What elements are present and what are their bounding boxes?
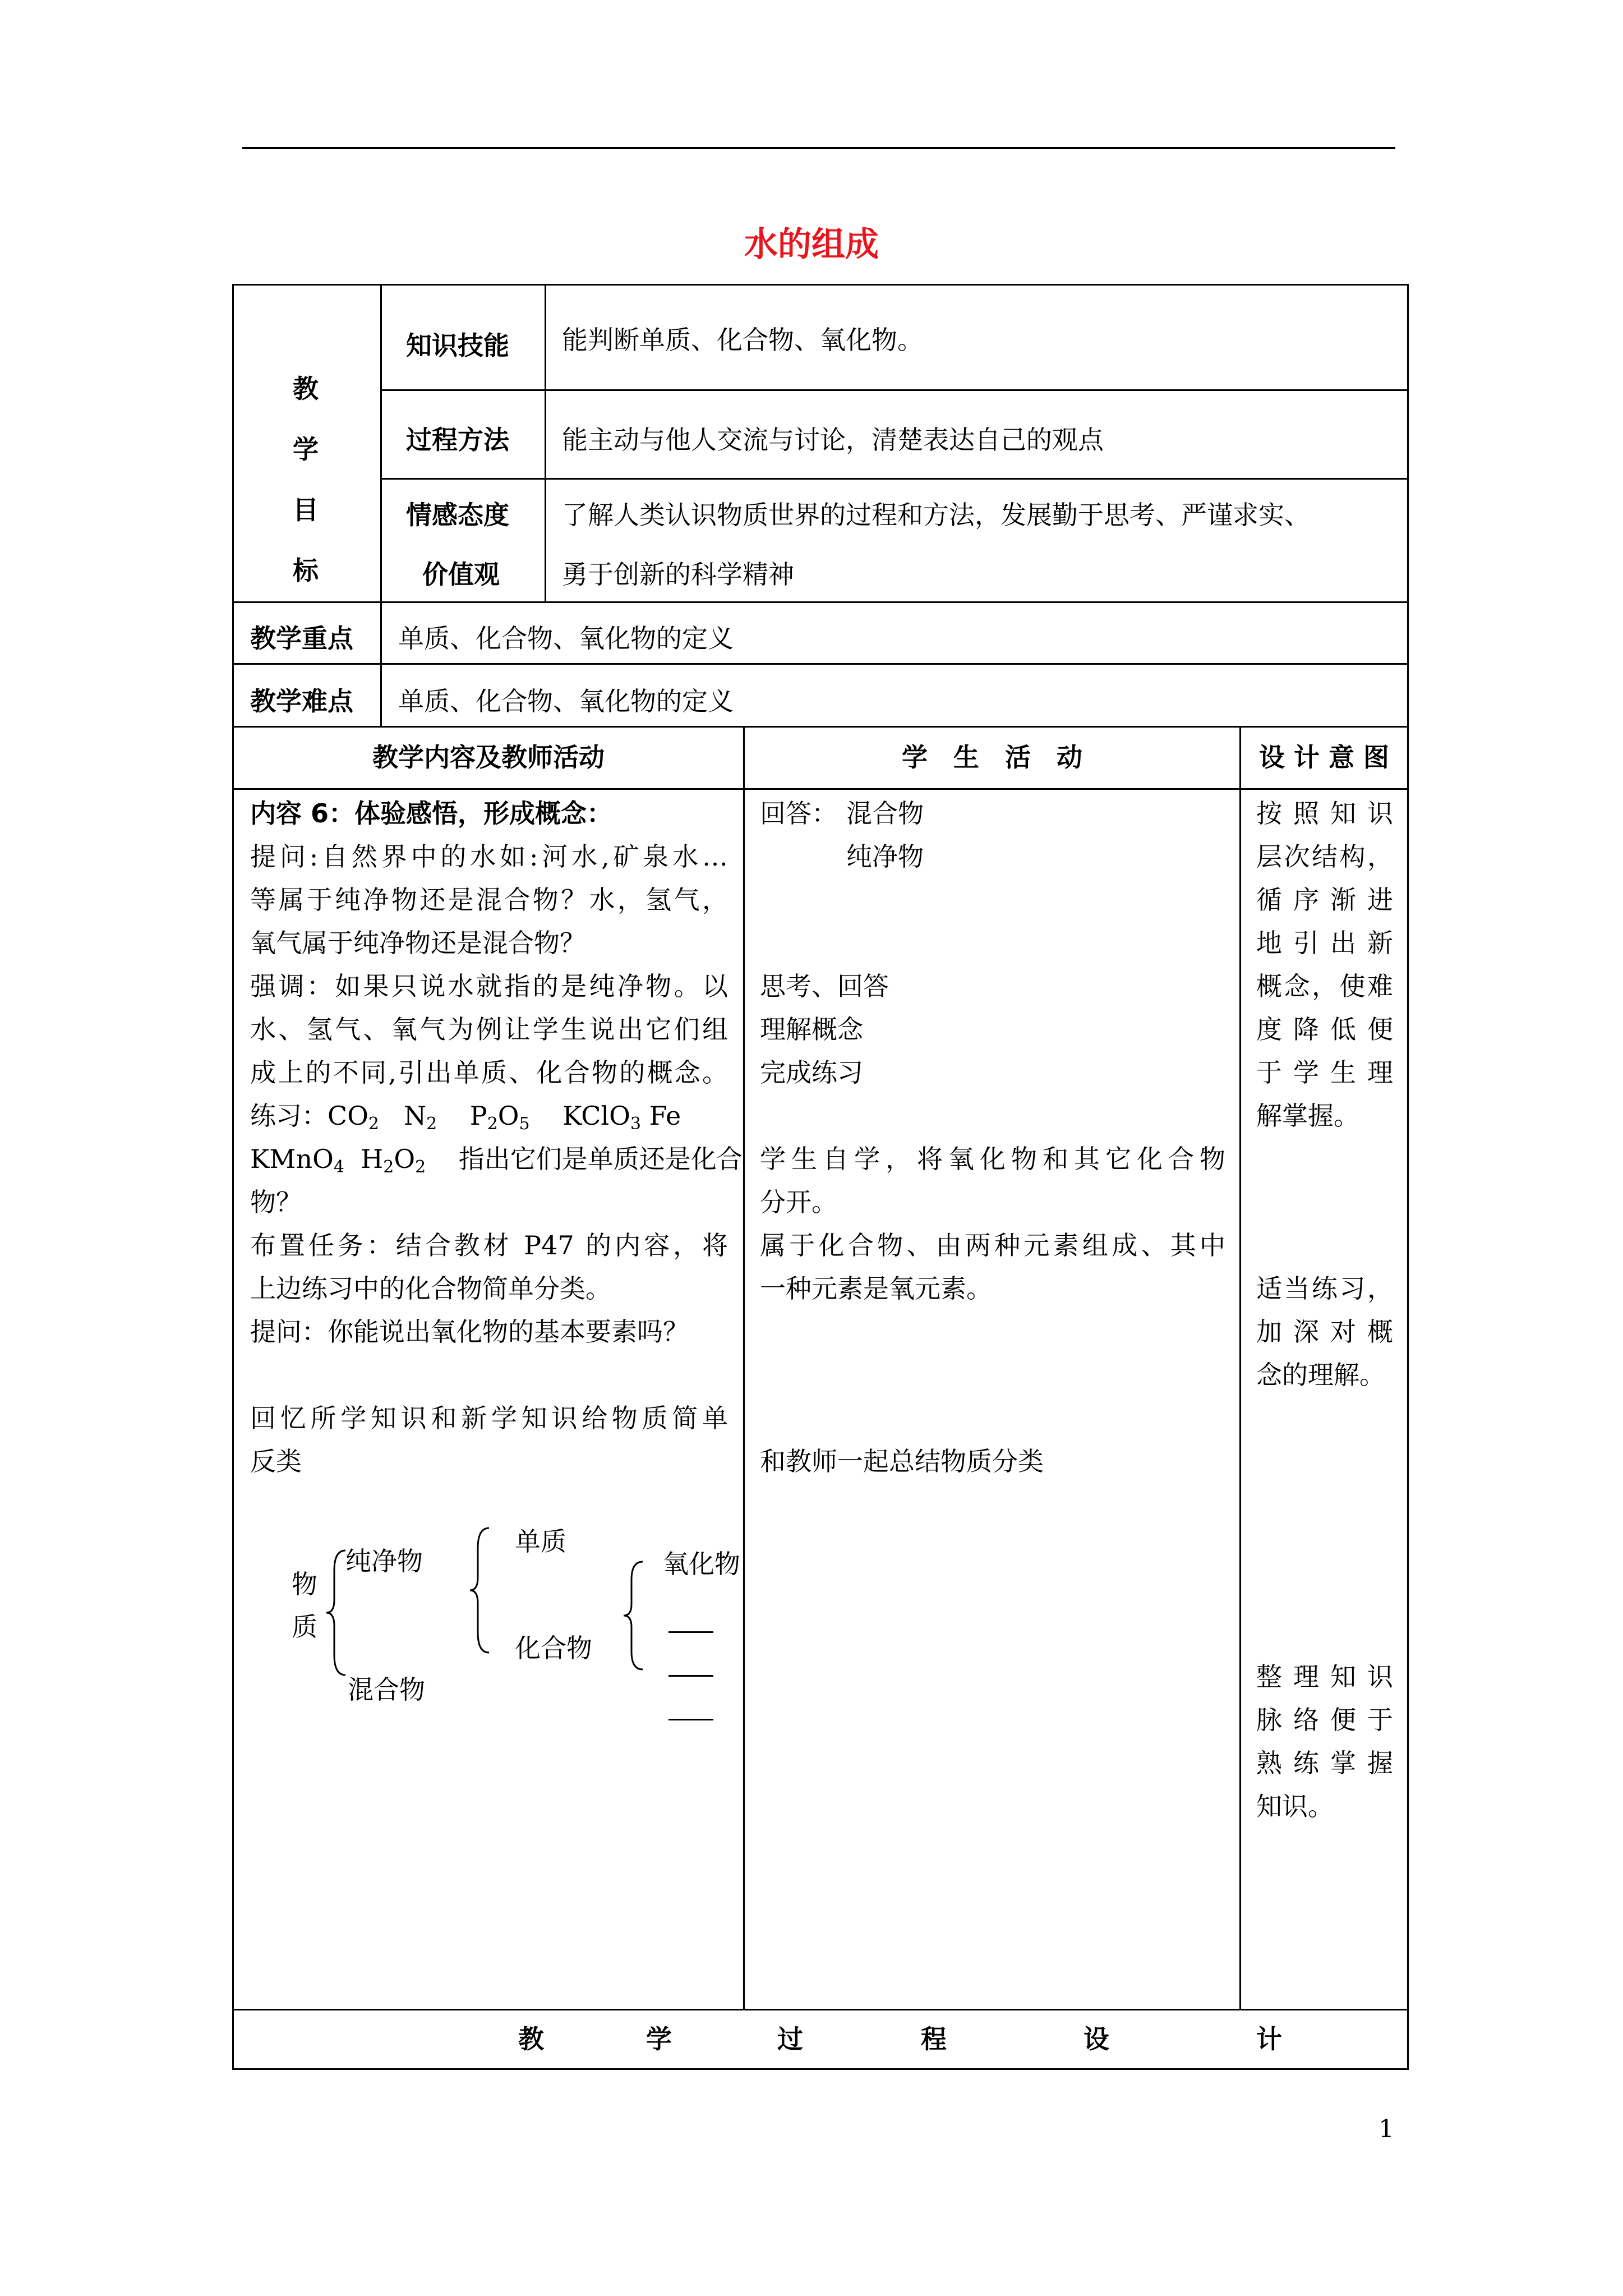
objective-content-emotion-line2: 勇于创新的科学精神 [562,559,794,590]
task-paragraph: 布置任务：结合教材 P47 的内容，将 上边练习中的化合物简单分类。 [250,1230,728,1304]
diagram-blank-2 [668,1675,713,1677]
objective-content-knowledge: 能判断单质、化合物、氧化物。 [562,325,923,355]
diagram-element: 单质 [515,1526,566,1557]
student-summary: 和教师一起总结物质分类 [760,1446,1044,1476]
column-header-teacher: 教学内容及教师活动 [372,742,605,772]
design-intent-1: 按照知识 层次结构， 循序渐进 地引出新 概念，使难 度降低便 于学生理 解掌握。 [1256,798,1393,1131]
difficulty-label: 教学难点 [250,686,353,716]
footer-char: 计 [1256,2024,1282,2054]
objective-label-process: 过程方法 [406,425,509,455]
design-intent-2: 适当练习， 加深对概 念的理解。 [1256,1273,1393,1390]
design-intent-3: 整理知识 脉络便于 熟练掌握 知识。 [1256,1662,1393,1821]
key-point-value: 单质、化合物、氧化物的定义 [398,623,734,654]
content-heading: 内容 6：体验感悟，形成概念： [250,798,613,829]
column-header-design: 设 计 意 图 [1258,742,1390,772]
oxide-question: 提问：你能说出氧化物的基本要素吗？ [250,1317,689,1347]
footer-char: 过 [777,2024,803,2054]
page-title: 水的组成 [744,225,879,264]
diagram-blank-3 [668,1719,713,1720]
footer-char: 设 [1083,2024,1109,2054]
diagram-pure: 纯净物 [345,1546,423,1576]
brace-compound [623,1559,645,1672]
exercise-line-1: 练习：$CO_2$ $N_2$ $P_2O_5$ KClO$_3$ Fe [250,1101,681,1134]
diagram-root-2: 质 [292,1612,317,1642]
student-oxide-answer: 属于化合物、由两种元素组成、其中 一种元素是氧元素。 [760,1230,1225,1304]
header-rule [242,147,1395,149]
difficulty-value: 单质、化合物、氧化物的定义 [398,686,734,716]
page-number: 1 [1378,2115,1394,2143]
footer-char: 教 [518,2024,544,2054]
footer-char: 学 [646,2024,672,2054]
objective-content-process: 能主动与他人交流与讨论，清楚表达自己的观点 [562,425,1104,455]
student-understand: 理解概念 [760,1014,863,1045]
objective-label-values: 价值观 [422,559,500,590]
exercise-line-2: KMnO$_4$ $H_2O_2$ 指出它们是单质还是化合 [250,1144,743,1177]
objective-label-knowledge: 知识技能 [406,330,509,361]
objective-label-emotion: 情感态度 [406,500,509,530]
student-answer-label: 回答： [760,798,837,829]
diagram-root-1: 物 [292,1569,317,1599]
key-point-label: 教学重点 [250,623,353,654]
emphasis-paragraph: 强调：如果只说水就指的是纯净物。以 水、氢气、氧气为例让学生说出它们组 成上的不同,引出单质、化合物的概念。 [250,971,728,1088]
brace-pure [469,1526,491,1655]
footer-char: 程 [921,2024,947,2054]
student-self-study: 学生自学，将氧化物和其它化合物 分开。 [760,1144,1225,1217]
objective-content-emotion: 了解人类认识物质世界的过程和方法，发展勤于思考、严谨求实、 [562,500,1310,530]
question-paragraph: 提问:自然界中的水如:河水,矿泉水… 等属于纯净物还是混合物？水，氢气， 氧气属于纯净物还是混合物？ [250,841,728,958]
student-finish: 完成练习 [760,1057,863,1088]
diagram-oxide: 氧化物 [663,1549,740,1579]
student-answer-2: 纯净物 [846,841,924,872]
diagram-blank-1 [668,1631,713,1633]
recall-paragraph: 回忆所学知识和新学知识给物质简单 反类 [250,1403,728,1476]
diagram-mixture: 混合物 [348,1674,425,1705]
brace-root [325,1548,348,1677]
student-think: 思考、回答 [760,971,889,1001]
diagram-compound: 化合物 [515,1633,592,1663]
column-header-student: 学 生 活 动 [902,742,1082,772]
student-answer-1: 混合物 [846,798,924,829]
exercise-line-3: 物？ [250,1187,302,1217]
